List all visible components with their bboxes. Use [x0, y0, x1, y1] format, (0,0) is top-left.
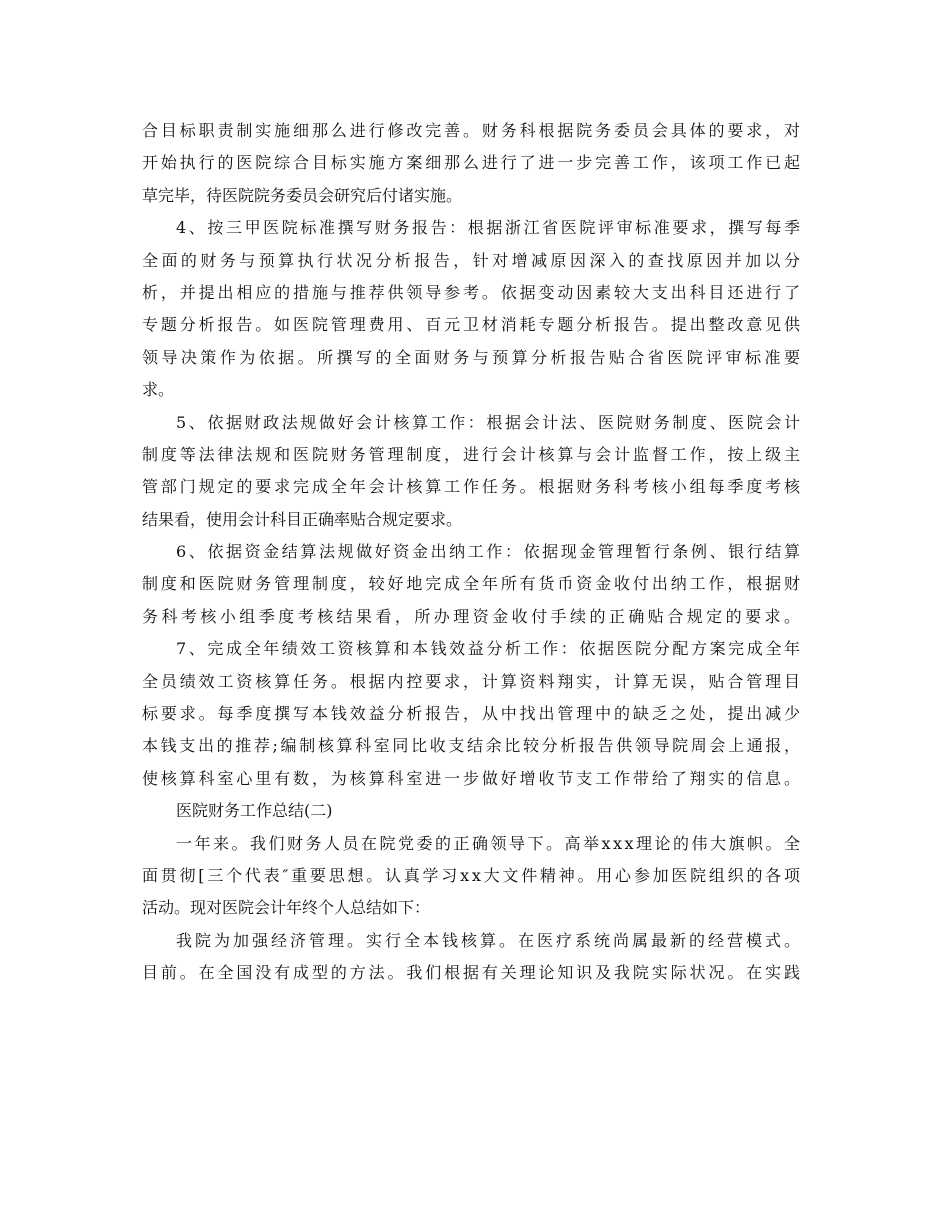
- text-line: 务科考核小组季度考核结果看，所办理资金收付手续的正确贴合规定的要求。: [142, 606, 804, 626]
- text-line: 活动。现对医院会计年终个人总结如下：: [142, 898, 431, 918]
- text-line: 开始执行的医院综合目标实施方案细那么进行了进一步完善工作，该项工作已起: [142, 153, 803, 173]
- text-line: 5、依据财政法规做好会计核算工作：根据会计法、医院财务制度、医院会计: [176, 412, 803, 432]
- text-line: 本钱支出的推荐;编制核算科室同比收支结余比较分析报告供领导院周会上通报，: [142, 736, 803, 756]
- text-line: 求。: [142, 380, 175, 400]
- text-line: 草完毕，待医院院务委员会研究后付诸实施。: [142, 185, 463, 205]
- text-line: 制度等法律法规和医院财务管理制度，进行会计核算与会计监督工作，按上级主: [142, 444, 803, 464]
- text-line: 析，并提出相应的措施与推荐供领导参考。依据变动因素较大支出科目还进行了: [142, 282, 803, 302]
- text-line: 4、按三甲医院标准撰写财务报告：根据浙江省医院评审标准要求，撰写每季: [176, 218, 803, 238]
- text-line: 我院为加强经济管理。实行全本钱核算。在医疗系统尚属最新的经营模式。: [176, 930, 804, 950]
- text-line: 标要求。每季度撰写本钱效益分析报告，从中找出管理中的缺乏之处，提出减少: [142, 704, 803, 724]
- text-line: 专题分析报告。如医院管理费用、百元卫材消耗专题分析报告。提出整改意见供: [142, 315, 803, 335]
- text-line: 制度和医院财务管理制度，较好地完成全年所有货币资金收付出纳工作，根据财: [142, 574, 803, 594]
- text-line: 6、依据资金结算法规做好资金出纳工作：依据现金管理暂行条例、银行结算: [176, 542, 803, 562]
- text-line: 使核算科室心里有数，为核算科室进一步做好增收节支工作带给了翔实的信息。: [142, 768, 803, 788]
- text-line: 目前。在全国没有成型的方法。我们根据有关理论知识及我院实际状况。在实践: [142, 963, 803, 983]
- text-line: 领导决策作为依据。所撰写的全面财务与预算分析报告贴合省医院评审标准要: [142, 347, 804, 367]
- document-body: [142, 115, 802, 990]
- text-line: 合目标职责制实施细那么进行修改完善。财务科根据院务委员会具体的要求，对: [142, 121, 803, 140]
- text-line: 全员绩效工资核算任务。根据内控要求，计算资料翔实，计算无误，贴合管理目: [142, 671, 803, 691]
- text-line: 医院财务工作总结(二): [176, 801, 333, 821]
- text-line: 面贯彻[三个代表″重要思想。认真学习xx大文件精神。用心参加医院组织的各项: [142, 865, 803, 885]
- text-line: 全面的财务与预算执行状况分析报告，针对增减原因深入的查找原因并加以分: [142, 250, 804, 270]
- text-line: 7、完成全年绩效工资核算和本钱效益分析工作：依据医院分配方案完成全年: [176, 639, 803, 659]
- text-line: 结果看，使用会计科目正确率贴合规定要求。: [142, 509, 463, 529]
- text-line: 一年来。我们财务人员在院党委的正确领导下。高举xxx理论的伟大旗帜。全: [176, 833, 803, 853]
- text-line: 管部门规定的要求完成全年会计核算工作任务。根据财务科考核小组每季度考核: [142, 477, 803, 497]
